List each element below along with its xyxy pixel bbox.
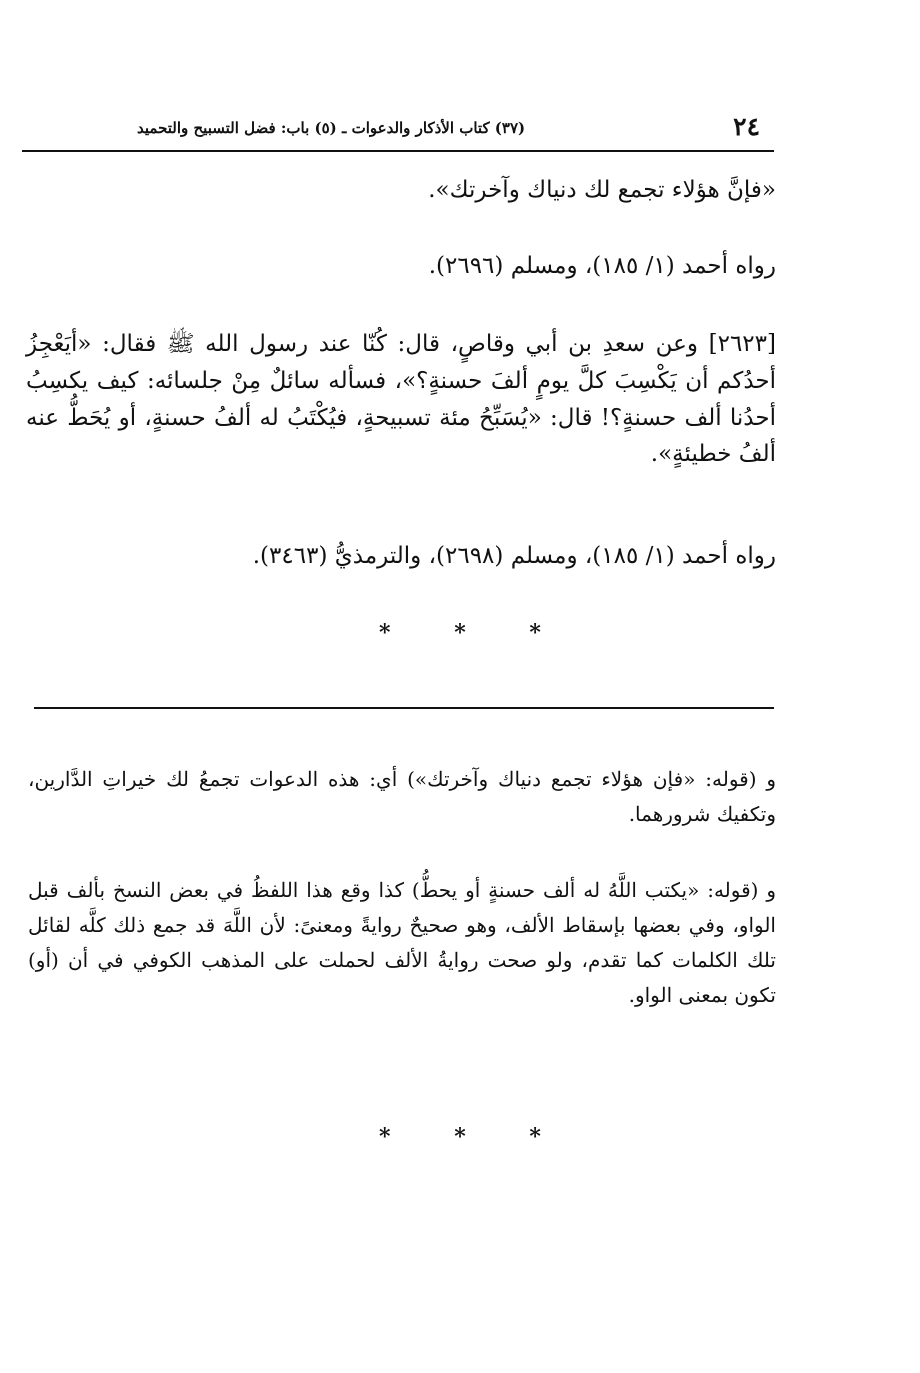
commentary-paragraph-1 xyxy=(28,762,776,832)
paragraph-text: «فإنَّ هؤلاء تجمع لك دنياك وآخرتك». xyxy=(428,177,776,203)
footnote-rule xyxy=(34,707,774,709)
paragraph-text: و (قوله: «يكتب اللَّهُ له ألف حسنةٍ أو يحطُّ) كذا وقع هذا اللفظُ في بعض النسخ بألف قبل الواو، وفي بعضها بإسقاط الألف، وهو صحيحٌ روايةً ومعنىً: لأن اللَّهَ قد جمع ذلك كلَّه لقائل تلك الكلمات كما تقدم، ولو صحت روايةُ الألف لحملت على المذهب الكوفي في أن (أو) تكون بمعنى الواو. xyxy=(28,878,776,1007)
separator-star: * xyxy=(529,620,541,646)
paragraph-text: و (قوله: «فإن هؤلاء تجمع دنياك وآخرتك») أي: هذه الدعوات تجمعُ لك خيراتِ الدَّارين، وتكفيك شرورهما. xyxy=(28,767,776,826)
hadith-paragraph xyxy=(26,326,776,473)
section-separator-footnotes xyxy=(0,1124,920,1150)
paragraph-text: رواه أحمد (١/ ١٨٥)، ومسلم (٢٦٩٦). xyxy=(428,253,776,279)
header-rule xyxy=(22,150,774,152)
running-title: (٣٧) كتاب الأذكار والدعوات ـ (٥) باب: فضل التسبيح والتحميد xyxy=(137,119,526,137)
section-separator-main xyxy=(0,620,920,646)
separator-star: * xyxy=(454,620,466,646)
paragraph-text: [٢٦٢٣] وعن سعدِ بن أبي وقاصٍ، قال: كُنّا عند رسول الله ﷺ فقال: «أيَعْجِزُ أحدُكم أن يَكْسِبَ كلَّ يومٍ ألفَ حسنةٍ؟»، فسأله سائلٌ مِنْ جلسائه: كيف يكسِبُ أحدُنا ألف حسنةٍ؟! قال: «يُسَبِّحُ مئة تسبيحةٍ، فيُكْتَبُ له ألفُ حسنةٍ، أو يُحَطُّ عنه ألفُ خطيئةٍ». xyxy=(26,331,776,468)
body-paragraph-1 xyxy=(26,172,846,209)
commentary-paragraph-2 xyxy=(28,873,776,1013)
paragraph-text: رواه أحمد (١/ ١٨٥)، ومسلم (٢٦٩٨)، والترمذيُّ (٣٤٦٣). xyxy=(252,543,776,569)
separator-star: * xyxy=(529,1124,541,1150)
page-number: ٢٤ xyxy=(733,112,760,141)
separator-star: * xyxy=(379,620,391,646)
separator-star: * xyxy=(454,1124,466,1150)
body-paragraph-2 xyxy=(26,248,846,285)
body-paragraph-4 xyxy=(26,538,846,575)
page-header xyxy=(22,104,774,148)
separator-star: * xyxy=(379,1124,391,1150)
